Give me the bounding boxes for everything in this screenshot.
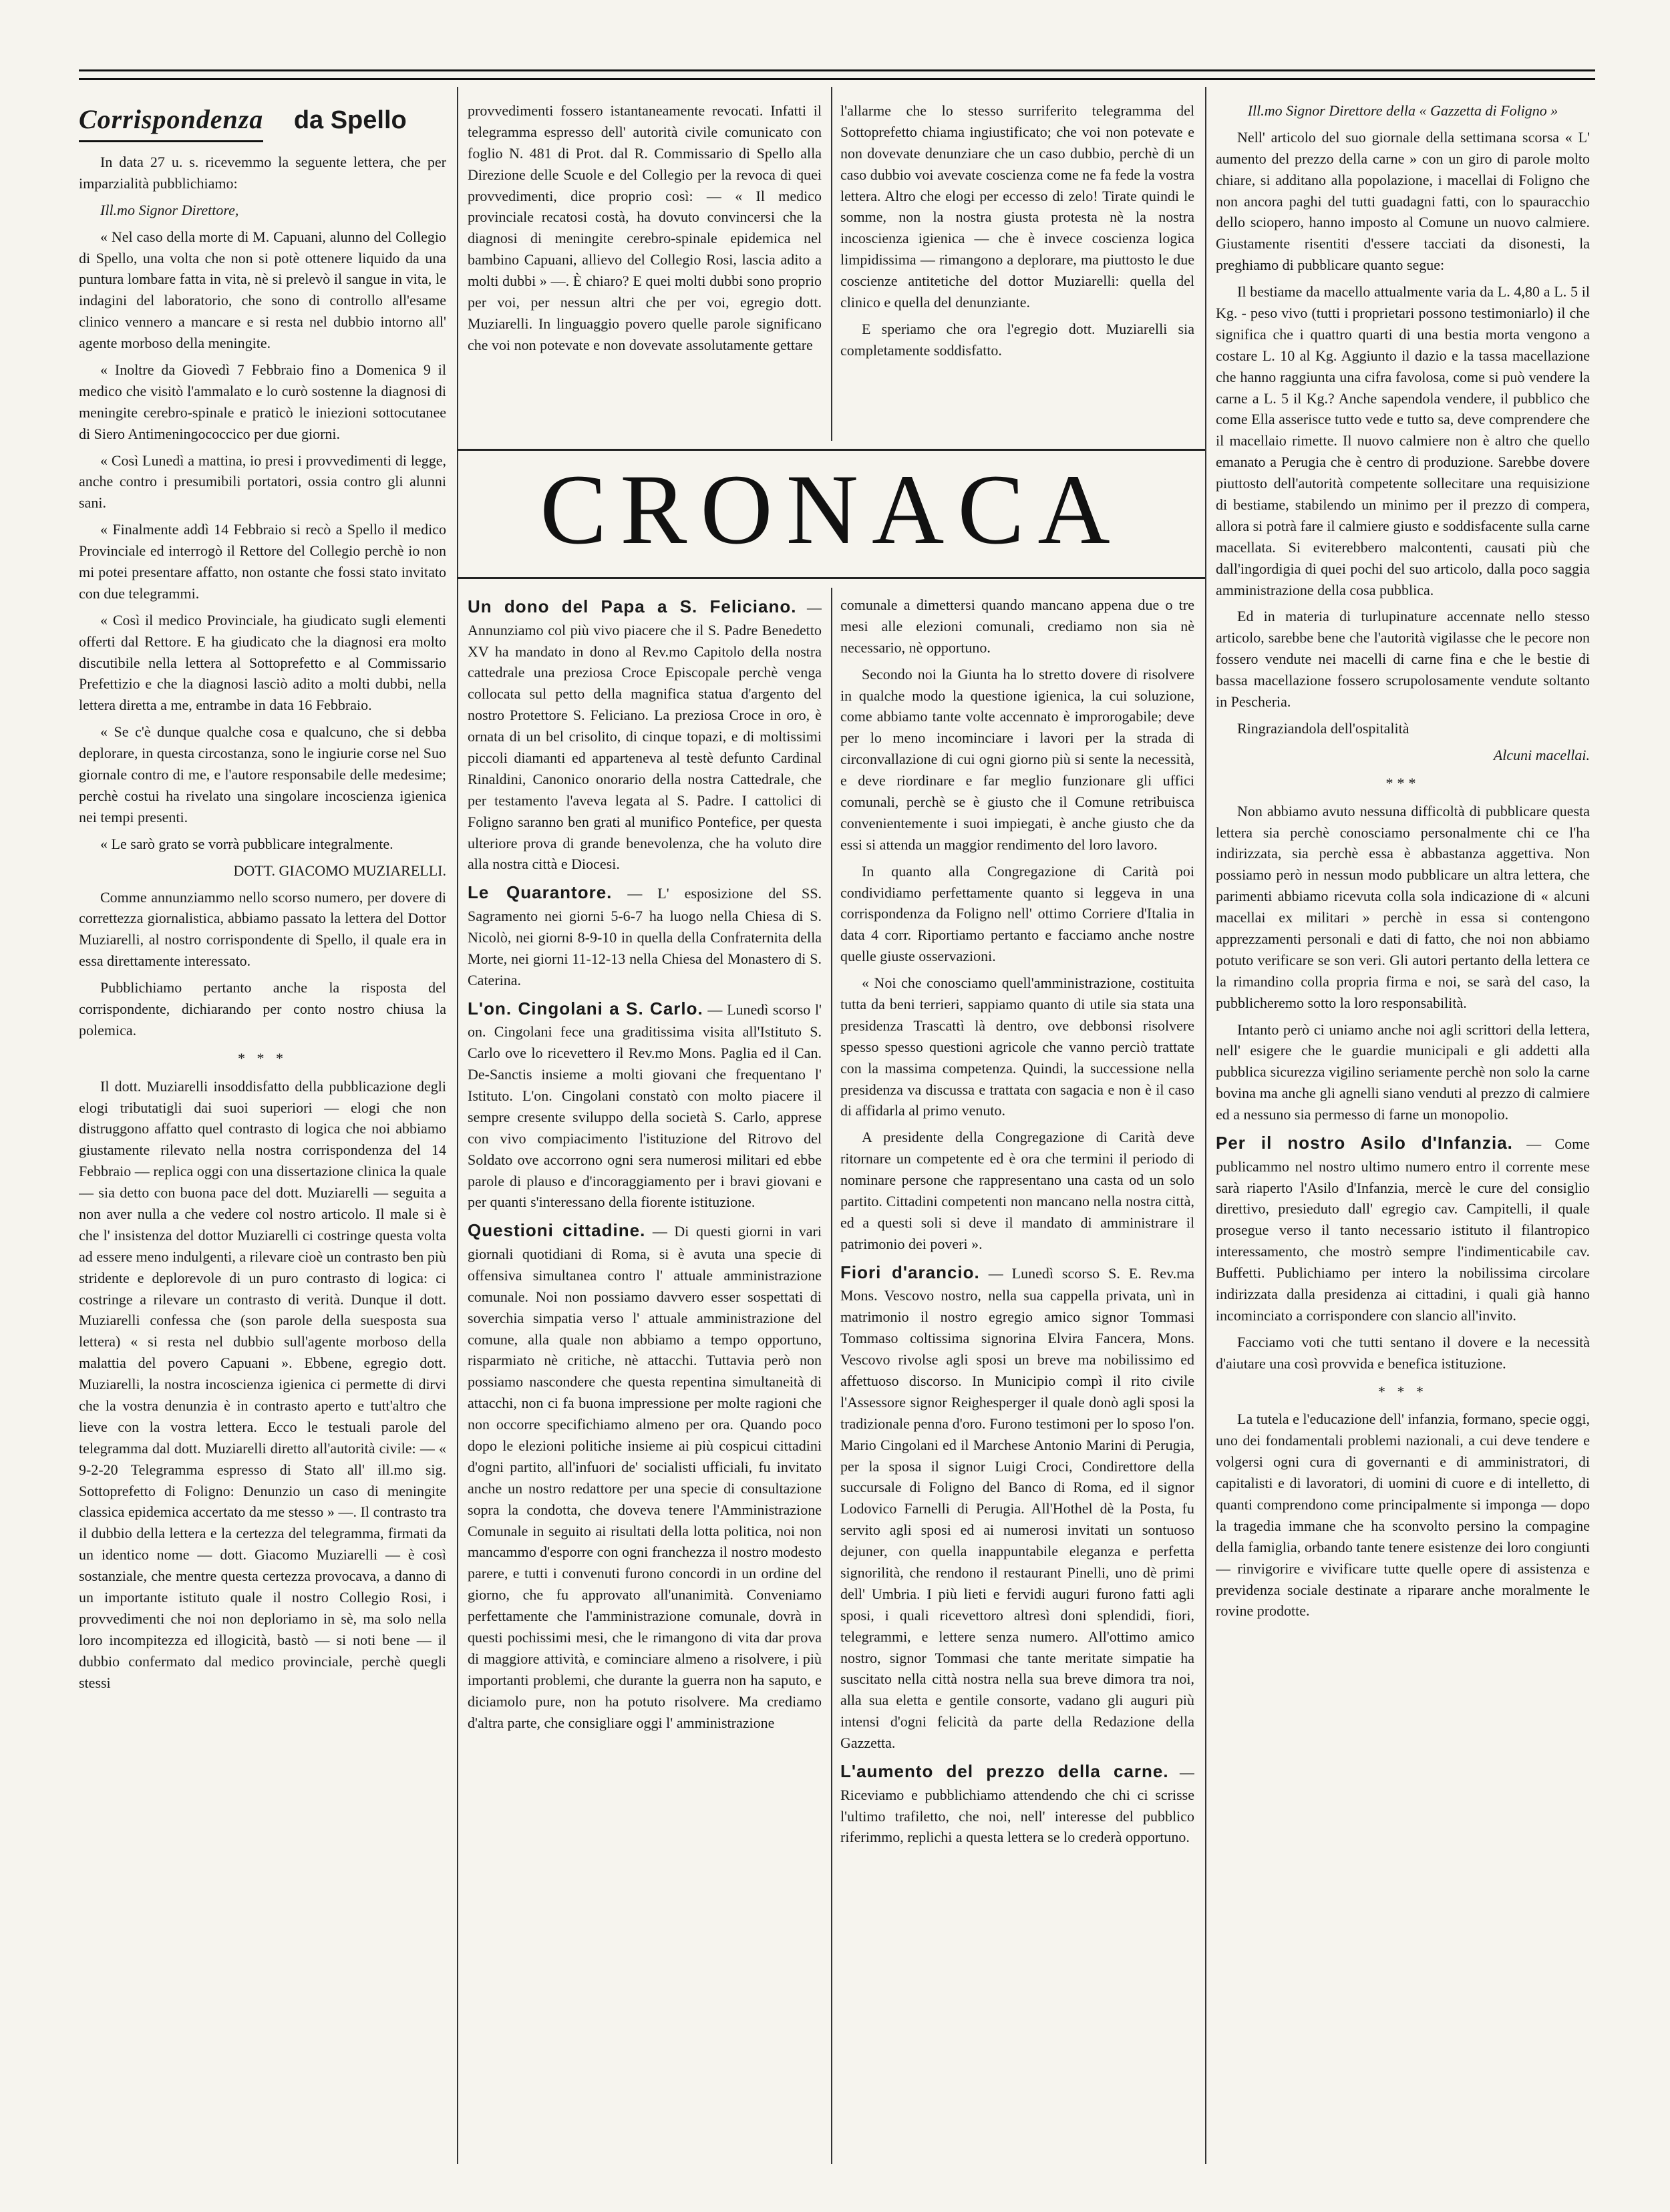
- article-title: Un dono del Papa a S. Feliciano.: [468, 596, 797, 616]
- article-papa: [468, 594, 822, 875]
- paragraph: Pubblichiamo pertanto anche la risposta del corrispondente, dichiarando per conto nostro chiusa la polemica.: [79, 979, 446, 1039]
- paragraph: « Se c'è dunque qualche cosa e qualcuno, che si debba deplorare, in questa circostanza, sono le ingiurie corse nel Suo giornale contro di me, e l'autore responsabile delle medesime; perchè costui ha rivelato una singolare incoscienza igienica nei tempi presenti.: [79, 723, 446, 825]
- article-text: — Come publicammo nel nostro ultimo numero entro il corrente mese sarà riaperto l'Asilo d'Infanzia, mercè le cure del consiglio direttivo, presieduto dall' egregio cav. Campitelli, il quale prosegue verso il tanto necessario istituto il filantropico interessamento, che mostrò sempre l'indimenticabile cav. Buffetti. Publichiamo per intero la nobilissima circolare indirizzata dalla presidenza ai cittadini, i quali già hanno incominciato a corrispondere con slancio all'invito.: [1216, 1135, 1590, 1324]
- article-text: — Lunedì scorso l' on. Cingolani fece una graditissima visita all'Istituto S. Carlo ove lo ricevettero il Rev.mo Mons. Paglia ed il Can. De-Sanctis insieme a molti giovani che frequentano l' Istituto. L'on. Cingolani constatò con molto piacere il sempre cresente sviluppo della società S. Carlo, apprese con vivo compiacimento l'istituzione del Ritrovo del Soldato ove accorrono ogni sera numerosi militari ed ebbe parole di plauso e d'incoraggiamento per i bravi giovani e per quanti s'interessano della fiorente istituzione.: [468, 1000, 822, 1211]
- paragraph: E speriamo che ora l'egregio dott. Muziarelli sia completamente soddisfatto.: [840, 320, 1194, 359]
- paragraph: « Finalmente addì 14 Febbraio si recò a Spello il medico Provinciale ed interrogò il Rettore del Collegio perchè io non mi potei presentare affatto, non ostante che fossi stato invitato con due telegrammi.: [79, 521, 446, 602]
- paragraph: « Noi che conosciamo quell'amministrazione, costituita tutta da beni terrieri, sappiamo quanto di utile sia stata una presidenza Trascattì là dentro, ove debbonsi risolvere spesso spesso questioni agricole che vanno perciò trattate con la massima competenza. Quindi, la successione nella presidenza va discussa e trattata con sagacia e non è il caso di affidarla al primo venuto.: [840, 974, 1194, 1119]
- article-quarantore: [468, 880, 822, 990]
- article-title: Per il nostro Asilo d'Infanzia.: [1216, 1132, 1513, 1153]
- cronaca-heading: CRONACA: [540, 454, 1124, 565]
- column-divider: [457, 87, 458, 2164]
- paragraph: In data 27 u. s. ricevemmo la seguente lettera, che per imparzialità pubblichiamo:: [79, 154, 446, 192]
- paragraph: « Le sarò grato se vorrà pubblicare integralmente.: [100, 835, 393, 852]
- column-3-top: [840, 100, 1194, 447]
- signature: DOTT. GIACOMO MUZIARELLI.: [233, 862, 446, 879]
- top-rule: [79, 69, 1595, 80]
- paragraph: Ringraziandola dell'ospitalità: [1237, 719, 1409, 737]
- column-1: [79, 100, 446, 2164]
- paragraph: « Inoltre da Giovedì 7 Febbraio fino a Domenica 9 il medico che visitò l'ammalato e lo curò sostenne la diagnosi di meningite cerebro-spinale e praticò le iniezioni sottocutanee di Siero Antimeningococcico per due giorni.: [79, 361, 446, 442]
- cronaca-rule-bottom: [457, 577, 1205, 579]
- article-title: Le Quarantore.: [468, 882, 613, 903]
- paragraph: « Nel caso della morte di M. Capuani, alunno del Collegio di Spello, una volta che non si potè ottenere liquido da una puntura lombare fatta in vita, nè si prelevò il sangue in vita, le indagini del laboratorio, che sono di controllo all'esame clinico vennero a mancare e si resta nel dubbio intorno all' agente morboso della meningite.: [79, 228, 446, 352]
- article-title: L'aumento del prezzo della carne.: [840, 1761, 1169, 1781]
- paragraph: Facciamo voti che tutti sentano il dovere e la necessità d'aiutare una così provvida e benefica istituzione.: [1216, 1333, 1590, 1372]
- paragraph: Ed in materia di turlupinature accennate nello stesso articolo, sarebbe bene che l'autorità vigilasse che le pecore non fossero vendute nei macelli di carne fina e che le bestie di bassa macellazione fossero scrupolosamente vendute soltanto in Pescheria.: [1216, 608, 1590, 711]
- article-text: — Di questi giorni in vari giornali quotidiani di Roma, si è avuta una specie di offensiva simultanea contro l' attuale amministrazione comunale. Noi non possiamo davvero esser sospettati di soverchia simpatia verso l' attuale amministrazione del comune, alla quale non abbiamo a tempo opportuno, risparmiato nè critiche, nè attacchi. Tuttavia però non possiamo nascondere che questa repentina simultaneità di attacchi, non ci fa buona impressione per molte ragioni che non occorre specifichiamo almeno per ora. Quando poco dopo le elezioni politiche insieme ai più cospicui cittadini d'ogni partito, all'infuori de' socialisti ufficiali, fu invitato anche un nostro redattore per una specie di consultazione sopra la condotta, che doveva tenere l'Amministrazione Comunale in seguito ai risultati della lotta politica, noi non mancammo d'esporre con ogni franchezza il nostro modesto parere, e tutti i convenuti furono concordi in un ordine del giorno, che fu approvato all'unanimità. Conveniamo perfettamente che l'amministrazione comunale, dovrà in questi pochissimi mesi, che le rimangono di vita dar prova di maggiore attività, e cominciare almeno a risolvere, i più importanti problemi, che durante la guerra non ha saputo, e diciamolo pure, non ha potuto risolvere. Ma crediamo d'altra parte, che consigliare oggi l' amministrazione: [468, 1223, 822, 1731]
- paragraph: Il bestiame da macello attualmente varia da L. 4,80 a L. 5 il Kg. - peso vivo (tutti i proprietari possono testimoniarlo) il che significa che i quattro quarti di una bestia morta vengono a costare L. 10 al Kg. Aggiunto il dazio e la tassa macellazione che hanno raggiunta una cifra favolosa, come si può vendere la carne a L. 5 il Kg.? Anche sapendola vendere, il pubblico che come Ella asserisce tutto vede e tutto sa, deve comprendere che il macellaio rimette. Il nuovo calmiere non è altro che quello emanato a Perugia che è centro di produzione. Sarebbe dovere piuttosto dell'autorità competente sollecitare una requisizione di bestiame, stabilendo un minimo per il prezzo di compera, allora si potrà fare il calmiere giusto e soddisfacente sulla carne macellata. Si eviterebbero malcontenti, causati più che dall'ingordigia di quei pochi del suo articolo, dalla poco saggia amministrazione della cosa pubblica.: [1216, 283, 1590, 598]
- article-cingolani: [468, 996, 822, 1214]
- paragraph: Nell' articolo del suo giornale della settimana scorsa « L' aumento del prezzo della carne » con un giro di parole molto chiare, si additano alla popolazione, i macellai di Foligno che non ancora paghi del tutti guadagni fatti, con lo spauracchio dello sciopero, hanno imposto al Comune un nuovo calmiere. Giustamente risentiti d'essere tacciati da disonesti, la preghiamo di pubblicare quanto segue:: [1216, 128, 1590, 274]
- letter-heading: Ill.mo Signor Direttore della « Gazzetta di Foligno »: [1247, 102, 1558, 119]
- cronaca-rule-top: [457, 449, 1205, 451]
- signature: Alcuni macellai.: [1493, 746, 1590, 763]
- paragraph: l'allarme che lo stesso surriferito telegramma del Sottoprefetto chiama ingiustificato; che voi non potevate e non dovevate denunziare che un caso dubbio, perchè di un caso dubbio voi avevate coscienza come ne fa fede la vostra lettera. Altro che elogi per eccesso di zelo! Tirate quindi le somme, non la nostra giusta protesta nè la nostra incoscienza igienica — che è invece coscienza logica limpidissima — rimangono a deplorare, ma piuttosto le due coscienze antitetiche del dottor Muziarelli: quella del clinico e quella del denunziante.: [840, 102, 1194, 311]
- corrispondenza-title: Corrispondenza: [79, 100, 263, 142]
- paragraph: Comme annunziammo nello scorso numero, per dovere di correttezza giornalistica, abbiamo passato la lettera del Dottor Muziarelli, al nostro corrispondente di Spello, il quale era in essa direttamente interessato.: [79, 888, 446, 970]
- separator-stars: ***: [1385, 774, 1420, 791]
- paragraph: Il dott. Muziarelli insoddisfatto della pubblicazione degli elogi tributatigli dai suoi superiori — elogi che non distruggono affatto quel contrasto di logica che noi abbiamo giustamente rilevato nella nostra corrispondenza del 14 Febbraio — replica oggi con una dissertazione clinica la quale — sia detto con buona pace del dott. Muziarelli — seguita a non aver nulla a che vedere col nostro articolo. Il male si è che l' insistenza del dottor Muziarelli ci costringe questa volta ad essere meno indulgenti, a rilevare cioè un contrasto ben più stridente e deplorevole di un puro contrasto di logica: ci costringe a rilevare un contrasto di verità. Dunque il dott. Muziarelli confessa che (son parole della suesposta sua lettera) « si resta nel dubbio sull'agente morboso della malattia del povero Capuani ». Ebbene, egregio dott. Muziarelli, la nostra incoscienza igienica ci permette di dirvi che la vostra denunzia è in contrasto aperto e tutt'altro che lieve con la vostra lettera. Ecco le testuali parole del telegramma dal dott. Muziarelli diretto all'autorità civile: — « 9-2-20 Telegramma espresso di Stato all' ill.mo sig. Sottoprefetto di Foligno: Denunzio un caso di meningite classica epidemica accertato da me stesso » —. Il contrasto tra il dubbio della lettera e la certezza del telegramma, firmati da un identico nome — dott. Giacomo Muziarelli — è così sostanziale, che mentre questa certezza provocava, a danno di un importante istituto quale il nostro Collegio Rosi, i provvedimenti che noi non deploriamo in sè, ma solo nella loro incompitezza ed illogicità, bastò — si noti bene — il dubbio confermato dal medico provinciale, perchè quegli stessi: [79, 1077, 446, 1691]
- paragraph: Non abbiamo avuto nessuna difficoltà di pubblicare questa lettera sia perchè conosciamo personalmente chi ce l'ha indirizzata, sia perchè essa è abbastanza aggettiva. Non possiamo però in nessun modo pubblicare un altra lettera, che parimenti abbiamo ricevuta colla sola indicazione di « alcuni macellai ex militari » perchè in essa si contengono apprezzamenti personali e dati di fatto, che noi non abbiamo potuto verificare se son veri. Gli autori pertanto della lettera ce la rimandino colla propria firma e noi, se sarà del caso, la pubblicheremo sotto la loro responsabilità.: [1216, 802, 1590, 1011]
- paragraph: comunale a dimettersi quando mancano appena due o tre mesi alle elezioni comunali, crediamo non sia nè necessario, nè opportuno.: [840, 596, 1194, 656]
- paragraph: « Così il medico Provinciale, ha giudicato sugli elementi offerti dal Rettore. E ha giudicato che la diagnosi era molto discutibile nella lettera al Sottoprefetto e al Commissario Prefettizio e che la diagnosi lasciò adito a molti dubbi, nella lettera diretta a me, entrambe in data 16 Febbraio.: [79, 611, 446, 714]
- article-asilo: [1216, 1131, 1590, 1326]
- article-text: — Riceviamo e pubblichiamo attendendo che chi ci scrisse l'ultimo trafiletto, che noi, nell' interesse del pubblico riferimmo, replichi a questa lettera se lo crederà opportuno.: [840, 1764, 1194, 1846]
- column-divider: [1205, 87, 1206, 2164]
- separator-stars: * * *: [238, 1049, 287, 1067]
- column-2-lower: [468, 594, 822, 2164]
- separator-stars: * * *: [1378, 1382, 1428, 1400]
- paragraph: La tutela e l'educazione dell' infanzia, formano, specie oggi, uno dei fondamentali problemi nazionali, a cui deve tendere e volgersi ogni cura di governanti e di amministratori, di capitalisti e di lavoratori, di uomini di cuore e di intelletto, di quanti comprendono come principalmente si imponga — dopo la tragedia immane che ha sconvolto persino la compagine della famiglia, orbando tante tenere esistenze dei loro congiunti — rinvigorire e vivificare tutte quelle opere di assistenza e previdenza sociale destinate a riparare anche moralmente le rovine prodotte.: [1216, 1411, 1590, 1620]
- column-divider: [831, 588, 832, 2164]
- article-text: — L' esposizione del SS. Sagramento nei giorni 5-6-7 ha luogo nella Chiesa di S. Nicolò, nei giorni 8-9-10 in quella della Confraternita della Morte, nei giorni 11-12-13 nella Chiesa del Monastero di S. Caterina.: [468, 885, 822, 988]
- paragraph: A presidente della Congregazione di Carità deve ritornare un competente ed è ora che termini il periodo di nominare persone che rappresentano una casta od un solo partito. Cittadini competenti non mancano nella nostra città, ed a questi soli si deve il mandato di amministrare il patrimonio dei poveri ».: [840, 1129, 1194, 1252]
- salutation: Ill.mo Signor Direttore,: [100, 201, 239, 218]
- paragraph: In quanto alla Congregazione di Carità poi condividiamo perfettamente quanto si leggeva in una corrispondenza da Foligno nell' ottimo Corriere d'Italia in data 4 corr. Riportiamo pertanto e facciamo anche nostre quelle giuste osservazioni.: [840, 862, 1194, 965]
- article-title: L'on. Cingolani a S. Carlo.: [468, 998, 703, 1019]
- paragraph: Secondo noi la Giunta ha lo stretto dovere di risolvere in qualche modo la questione igienica, la cui soluzione, come abbiamo tante volte accennato è improrogabile; deve per lo meno incominciare i lavori per la strada di circonvallazione di cui ogni giorno più si sente la necessità, e deve riordinare e far meglio funzionare gli uffici comunali, perchè se è giusto che il Comune retribuisca convenientemente i suoi impiegati, è anche giusto che da essi si attenda un maggior rendimento del loro lavoro.: [840, 665, 1194, 853]
- paragraph: provvedimenti fossero istantaneamente revocati. Infatti il telegramma espresso dell' autorità civile comunicato con foglio N. 481 di Prot. dal R. Commissario di Spello alla Direzione delle Scuole e del Collegio per la revoca di quei provvedimenti, dice proprio così: — « Il medico provinciale recatosi costà, ha dovuto convincersi che la diagnosi di meningite cerebro-spinale epidemica nel bambino Capuani, allievo del Collegio Rosi, lascia adito a molti dubbi » —. È chiaro? E quei molti dubbi sono proprio per voi, per nessun altri che per voi, egregio dott. Muziarelli. In linguaggio povero quelle parole significano che voi non potevate e non dovevate assolutamente gettare: [468, 102, 822, 353]
- article-text: — Annunziamo col più vivo piacere che il S. Padre Benedetto XV ha mandato in dono al Rev.mo Capitolo della nostra cattedrale una preziosa Croce Episcopale perchè venga collocata sul petto della magnifica statua d'argento del nostro Protettore S. Feliciano. La preziosa Croce in oro, è ornata di un bel crisolito, di cinque topazi, e di moltissimi piccoli diamanti ed apparteneva al testè defunto Cardinal Rinaldini, Canonico onorario della nostra Cattedrale, che per testamento l'aveva legata al S. Padre. I cattolici di Foligno saranno ben grati al munifico Pontefice, per questa ulteriore prova di grande benevolenza, che ha voluto dire alla nostra città e Diocesi.: [468, 599, 822, 873]
- corrispondenza-subtitle: da Spello: [293, 106, 407, 134]
- article-carne: [840, 1759, 1194, 1848]
- column-divider: [831, 87, 832, 441]
- column-3-lower: [840, 594, 1194, 2164]
- paragraph: « Così Lunedì a mattina, io presi i provvedimenti di legge, anche contro i presumibili portatori, ossia contro gli alunni sani.: [79, 451, 446, 512]
- article-title: Questioni cittadine.: [468, 1220, 646, 1241]
- article-fiori: [840, 1260, 1194, 1754]
- article-text: — Lunedì scorso S. E. Rev.ma Mons. Vescovo nostro, nella sua cappella privata, unì in matrimonio il nostro egregio amico signor Tommasi Tommaso coltissima signorina Elvira Fancera, Mons. Vescovo rivolse agli sposi un breve ma nobilissimo ed affettuoso discorso. In Municipio compì il rito civile l'Assessore signor Reighesperger il quale donò agli sposi la tradizionale penna d'oro. Furono testimoni per lo sposo l'on. Mario Cingolani ed il Marchese Antonio Marini di Perugia, per la sposa il signor Luigi Croci, Condirettore della succursale di Foligno del Banco di Roma, ed il signor Lodovico Farnelli di Perugia. All'Hothel dè la Posta, fu servito agli sposi ed ai numerosi invitati un sontuoso dejuner, con quella inappuntabile eleganza e perfetta signorilità, che rendono il restaurant Pinelli, uno dè primi dell' Umbria. I più lieti e fervidi auguri furono fatti agli sposi, i quali ricevettoro altresì doni splendidi, fiori, telegrammi, e lettere senza numero. All'ottimo amico nostro, signor Tommasi che tante meritate simpatie ha suscitato nella città nostra nella sua breve dimora tra noi, alla sua eletta e gentile consorte, vadano gli auguri più intensi d'ogni felicità da parte della Redazione della Gazzetta.: [840, 1264, 1194, 1752]
- article-title: Fiori d'arancio.: [840, 1262, 980, 1282]
- column-2-top: [468, 100, 822, 447]
- paragraph: Intanto però ci uniamo anche noi agli scrittori della lettera, nell' esigere che le guardie municipali e gli addetti alla pubblica sicurezza vigilino seriamente perchè non solo la carne bovina ma anche gli agnelli siano venduti al prezzo di calmiere ed a nessuno sia permesso di farne un monopolio.: [1216, 1021, 1590, 1123]
- article-questioni: [468, 1218, 822, 1733]
- column-4: [1216, 100, 1590, 2164]
